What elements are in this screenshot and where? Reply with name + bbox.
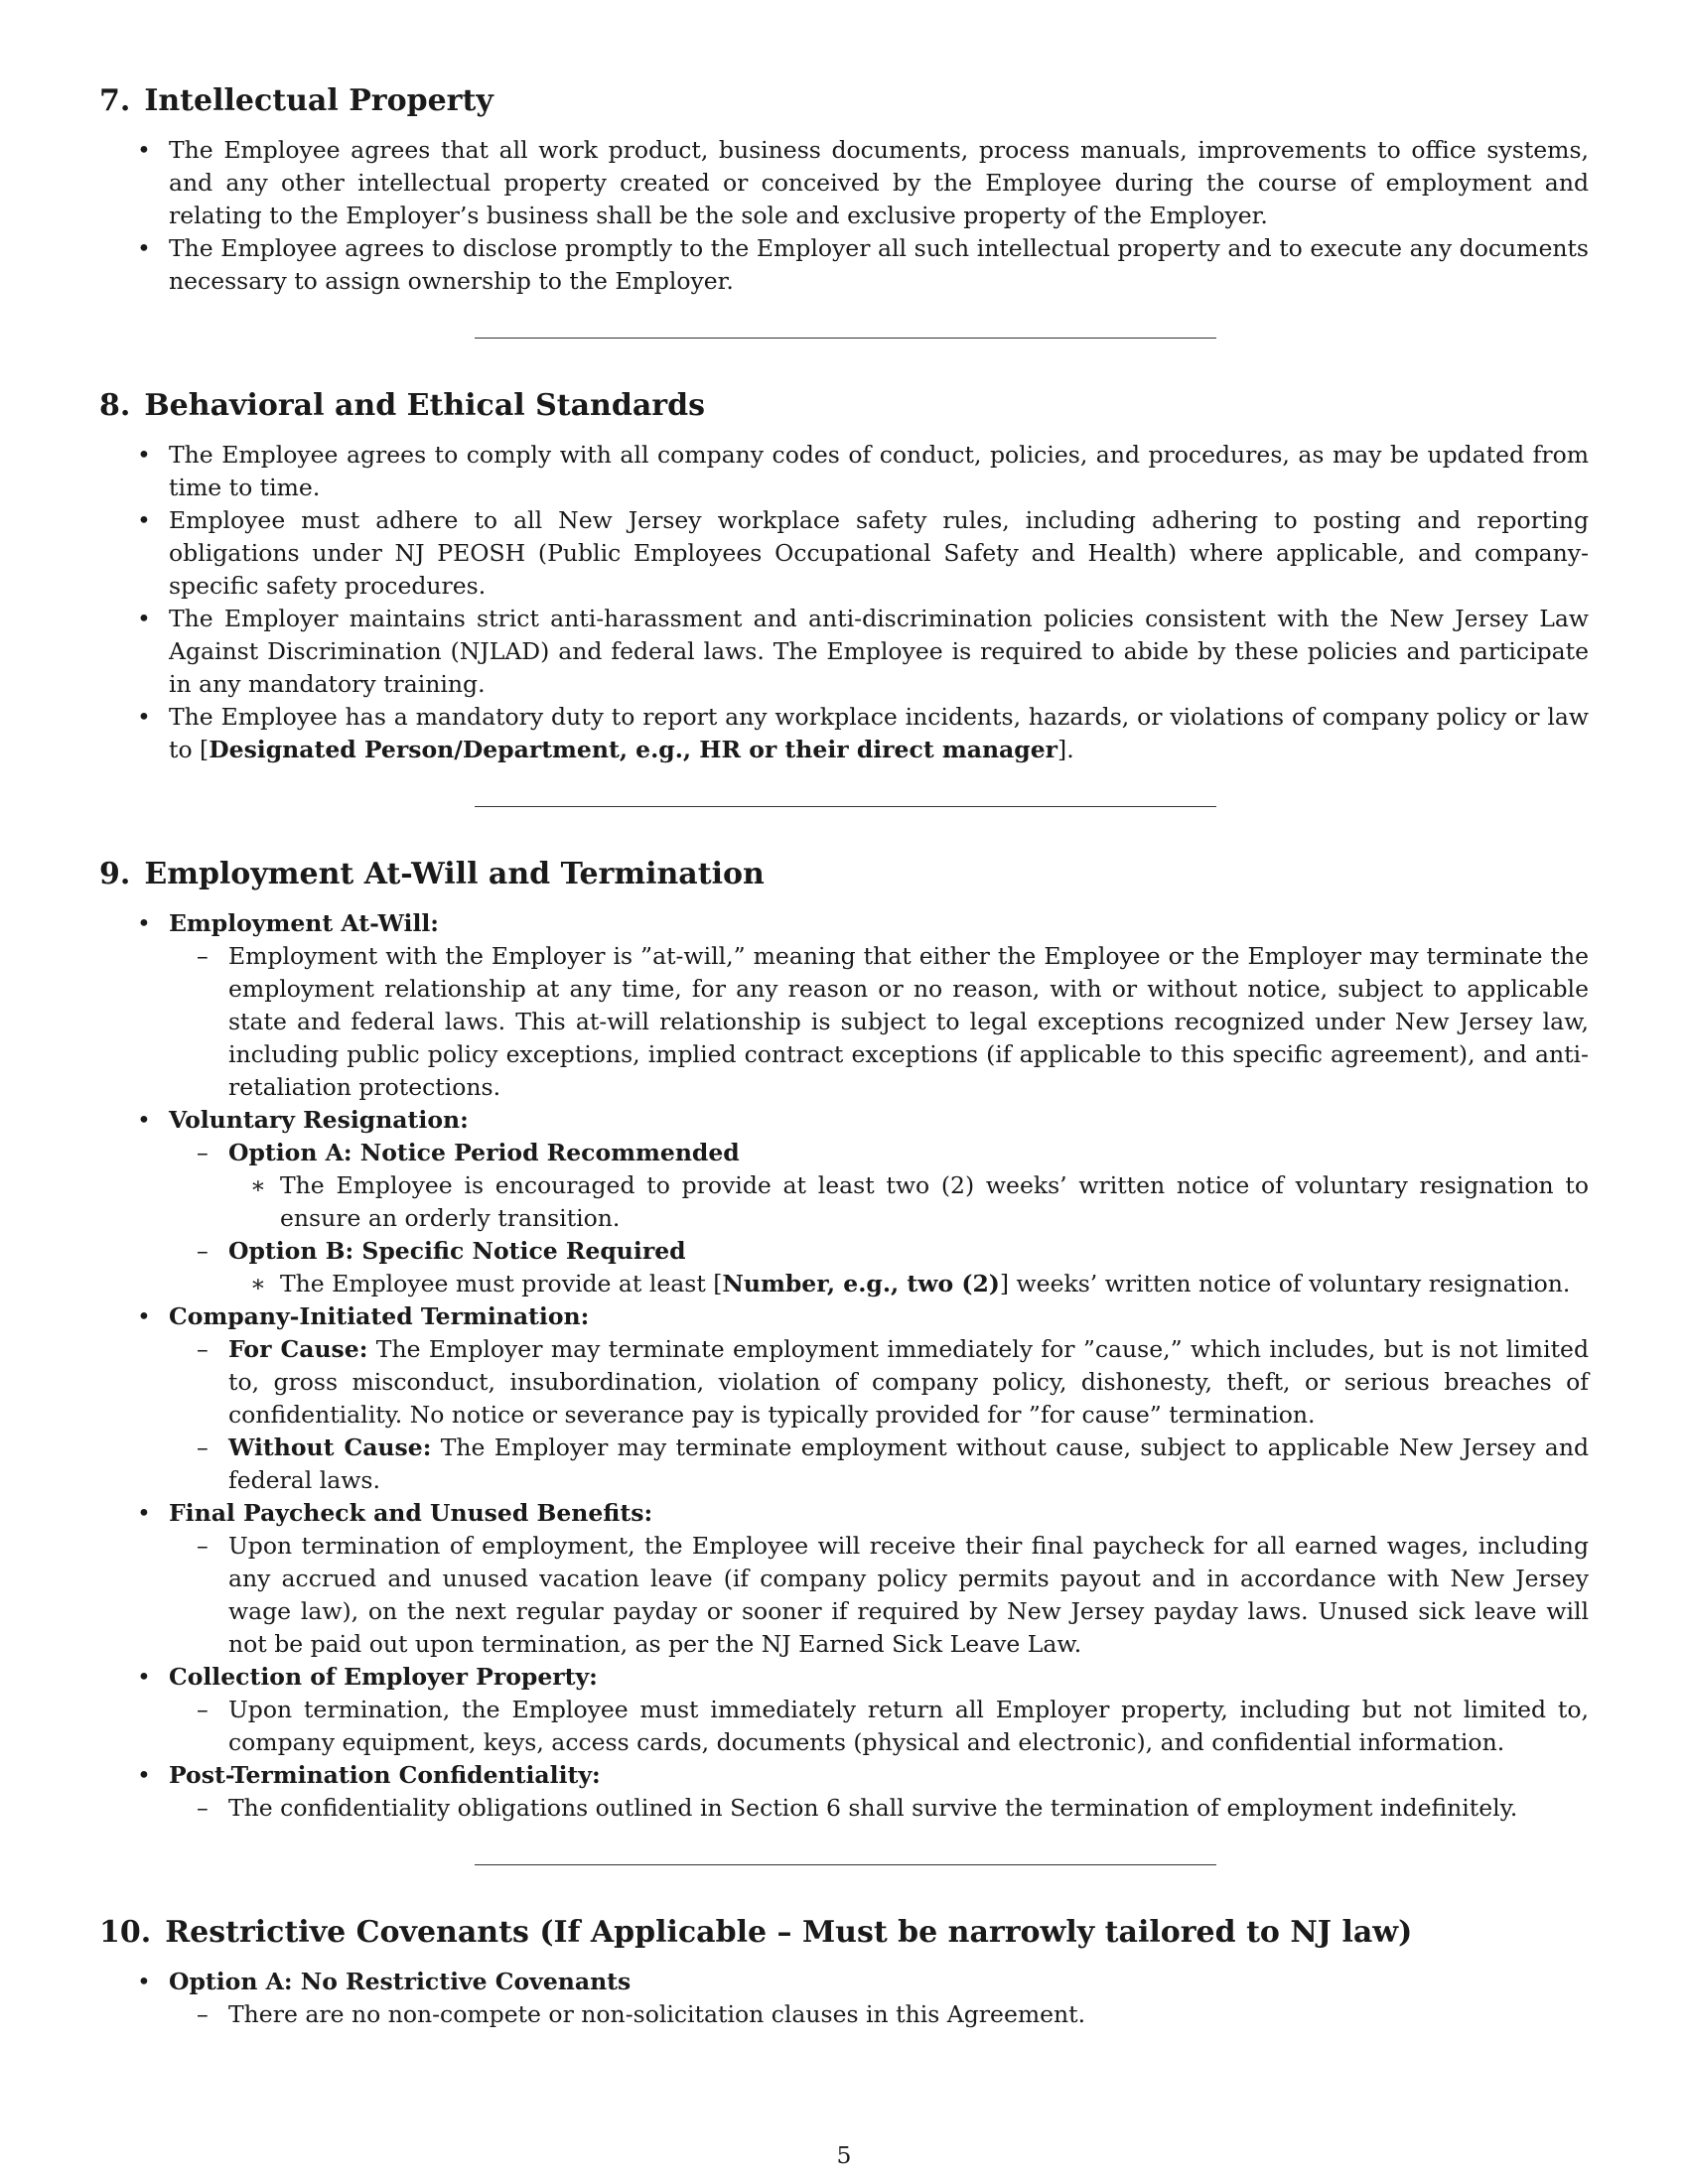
item-label: Post-Termination Confidentiality: [169, 1761, 601, 1789]
document-page [99, 81, 1589, 2031]
term-text: The Employer may terminate employment immediately for ”cause,” which includes, but is not limited to, gross misconduct, insubordination, violation of company policy, dishonesty, theft, or serious breaches of confidentiality. No notice or severance pay is typically provided for ”for cause” termination. [228, 1335, 1589, 1429]
section-number: 7. [99, 83, 131, 118]
list-item: • The Employee agrees to disclose promptly to the Employer all such intellectual property and to execute any documents necessary to assign ownership to the Employer. [99, 232, 1589, 298]
sub-list-item: – There are no non-compete or non-solicitation clauses in this Agreement. [99, 1998, 1589, 2031]
list-item-final-paycheck [99, 1497, 1589, 1530]
section-heading [99, 1913, 1589, 1952]
item-label: Employment At-Will: [169, 909, 439, 937]
page-number: 5 [836, 2141, 852, 2169]
list-item [99, 701, 1589, 766]
section-intellectual-property [99, 81, 1589, 298]
option-label: Option B: Specific Notice Required [228, 1237, 686, 1265]
sub-sub-list-item: ∗ The Employee is encouraged to provide at least two (2) weeks’ written notice of voluntary resignation to ensure an orderly transition. [99, 1169, 1589, 1235]
bullet-list [99, 907, 1589, 1825]
list-item: • Employee must adhere to all New Jersey workplace safety rules, including adhering to posting and reporting obligations under NJ PEOSH (Public Employees Occupational Safety and Health) where applicable, and company-specific safety procedures. [99, 504, 1589, 603]
list-item: • The Employee agrees to comply with all company codes of conduct, policies, and procedures, as may be updated from time to time. [99, 439, 1589, 504]
section-number: 10. [99, 1915, 152, 1950]
report-text: The Employee has a mandatory duty to report any workplace incidents, hazards, or violations of company policy or law to [ [169, 703, 1589, 763]
section-number: 8. [99, 388, 131, 423]
section-title: Behavioral and Ethical Standards [144, 388, 705, 423]
section-heading [99, 81, 1589, 120]
section-divider [475, 338, 1216, 339]
option-label: Option A: Notice Period Recommended [228, 1139, 740, 1166]
list-item: • The Employee agrees that all work product, business documents, process manuals, improvements to office systems, and any other intellectual property created or conceived by the Employee during the course of employment and relating to the Employer’s business shall be the sole and exclusive property of the Employer. [99, 134, 1589, 232]
sub-list-item [99, 1137, 1589, 1169]
sub-list-item: – Employment with the Employer is ”at-will,” meaning that either the Employee or the Employer may terminate the employment relationship at any time, for any reason or no reason, with or without notice, subject to applicable state and federal laws. This at-will relationship is subject to legal exceptions recognized under New Jersey law, including public policy exceptions, implied contract exceptions (if applicable to this specific agreement), and anti-retaliation protections. [99, 940, 1589, 1104]
option-label: Option A: No Restrictive Covenants [169, 1968, 632, 1995]
item-label: Company-Initiated Termination: [169, 1302, 590, 1330]
list-item-company-termination [99, 1300, 1589, 1333]
section-title: Employment At-Will and Termination [144, 857, 765, 891]
option-text-end: ] weeks’ written notice of voluntary resignation. [999, 1270, 1571, 1297]
sub-list-item: – Upon termination of employment, the Employee will receive their final paycheck for all earned wages, including any accrued and unused vacation leave (if company policy permits payout and in accordance with New Jersey wage law), on the next regular payday or sooner if required by New Jersey payday laws. Unused sick leave will not be paid out upon termination, as per the NJ Earned Sick Leave Law. [99, 1530, 1589, 1661]
item-label: Voluntary Resignation: [169, 1106, 469, 1134]
item-label: Collection of Employer Property: [169, 1663, 598, 1691]
section-divider [475, 1864, 1216, 1865]
section-number: 9. [99, 857, 131, 891]
sub-list-item [99, 1235, 1589, 1268]
term-label: Without Cause: [228, 1433, 432, 1461]
list-item-confidentiality [99, 1759, 1589, 1792]
list-item-at-will [99, 907, 1589, 940]
section-divider [475, 806, 1216, 807]
section-heading [99, 855, 1589, 893]
list-item: • The Employer maintains strict anti-harassment and anti-discrimination policies consistent with the New Jersey Law Against Discrimination (NJLAD) and federal laws. The Employee is required to abide by these policies and participate in any mandatory training. [99, 603, 1589, 701]
bullet-list [99, 134, 1589, 298]
placeholder-field: Designated Person/Department, e.g., HR or their direct manager [209, 736, 1058, 763]
bullet-list [99, 1966, 1589, 2031]
bullet-list [99, 439, 1589, 766]
section-heading [99, 386, 1589, 425]
item-label: Final Paycheck and Unused Benefits: [169, 1499, 653, 1527]
list-item-resignation [99, 1104, 1589, 1137]
sub-sub-list-item [99, 1268, 1589, 1300]
sub-list-item [99, 1333, 1589, 1432]
report-text-end: ]. [1057, 736, 1074, 763]
term-text: The Employer may terminate employment without cause, subject to applicable New Jersey and federal laws. [228, 1433, 1589, 1494]
placeholder-field: Number, e.g., two (2) [722, 1270, 1000, 1297]
section-title: Restrictive Covenants (If Applicable – Must be narrowly tailored to NJ law) [165, 1915, 1413, 1950]
list-item [99, 1966, 1589, 1998]
list-item-employer-property [99, 1661, 1589, 1694]
section-title: Intellectual Property [144, 83, 493, 118]
option-text: The Employee must provide at least [ [280, 1270, 723, 1297]
sub-list-item: – Upon termination, the Employee must immediately return all Employer property, including but not limited to, company equipment, keys, access cards, documents (physical and electronic), and confidential information. [99, 1694, 1589, 1759]
term-label: For Cause: [228, 1335, 368, 1363]
sub-list-item: – The confidentiality obligations outlined in Section 6 shall survive the termination of employment indefinitely. [99, 1792, 1589, 1825]
section-behavioral-standards [99, 386, 1589, 766]
section-employment-termination [99, 855, 1589, 1825]
sub-list-item [99, 1432, 1589, 1497]
section-restrictive-covenants [99, 1913, 1589, 2031]
